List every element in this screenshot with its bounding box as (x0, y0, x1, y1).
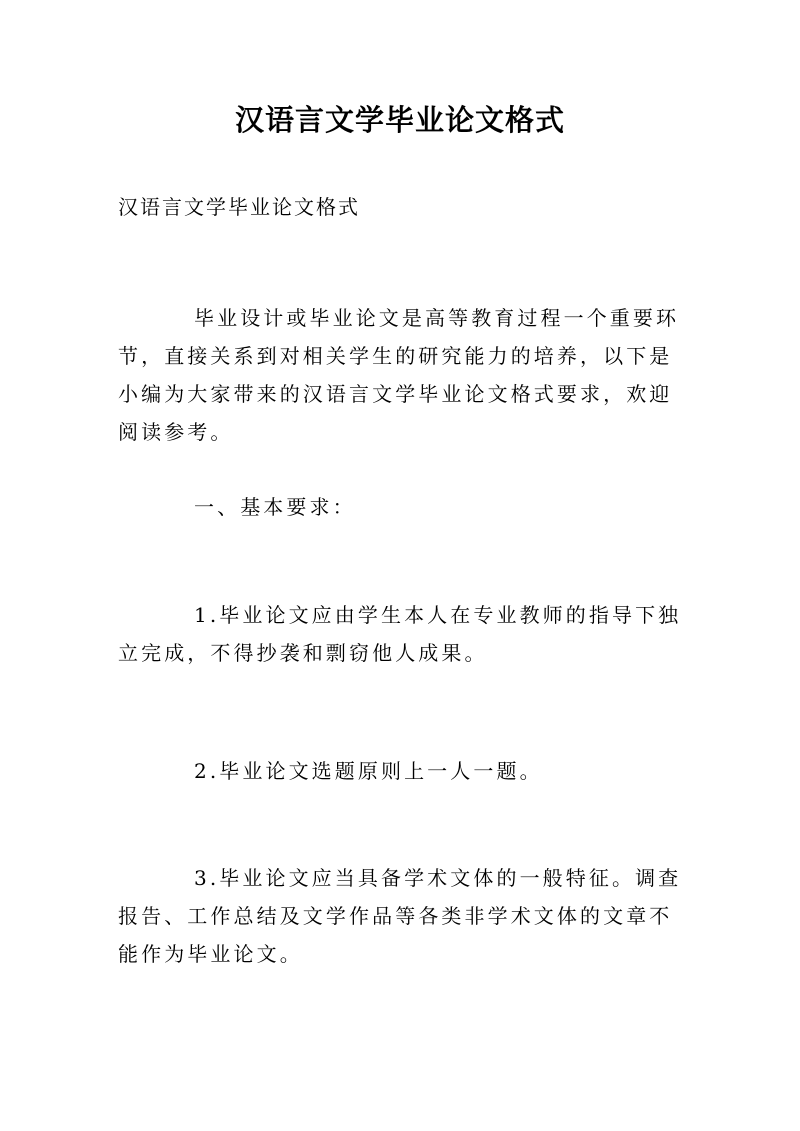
document-subtitle: 汉语言文学毕业论文格式 (118, 195, 360, 219)
document-title: 汉语言文学毕业论文格式 (234, 103, 565, 137)
requirement-item-1: 1.毕业论文应由学生本人在专业教师的指导下独立完成，不得抄袭和剽窃他人成果。 (118, 603, 682, 665)
section-heading: 一、基本要求： (194, 495, 356, 519)
requirement-item-3: 3.毕业论文应当具备学术文体的一般特征。调查报告、工作总结及文学作品等各类非学术文体的文章不能作为毕业论文。 (118, 866, 682, 966)
intro-paragraph: 毕业设计或毕业论文是高等教育过程一个重要环节，直接关系到对相关学生的研究能力的培养，以下是小编为大家带来的汉语言文学毕业论文格式要求，欢迎阅读参考。 (118, 306, 680, 444)
requirement-item-2: 2.毕业论文选题原则上一人一题。 (194, 759, 543, 783)
